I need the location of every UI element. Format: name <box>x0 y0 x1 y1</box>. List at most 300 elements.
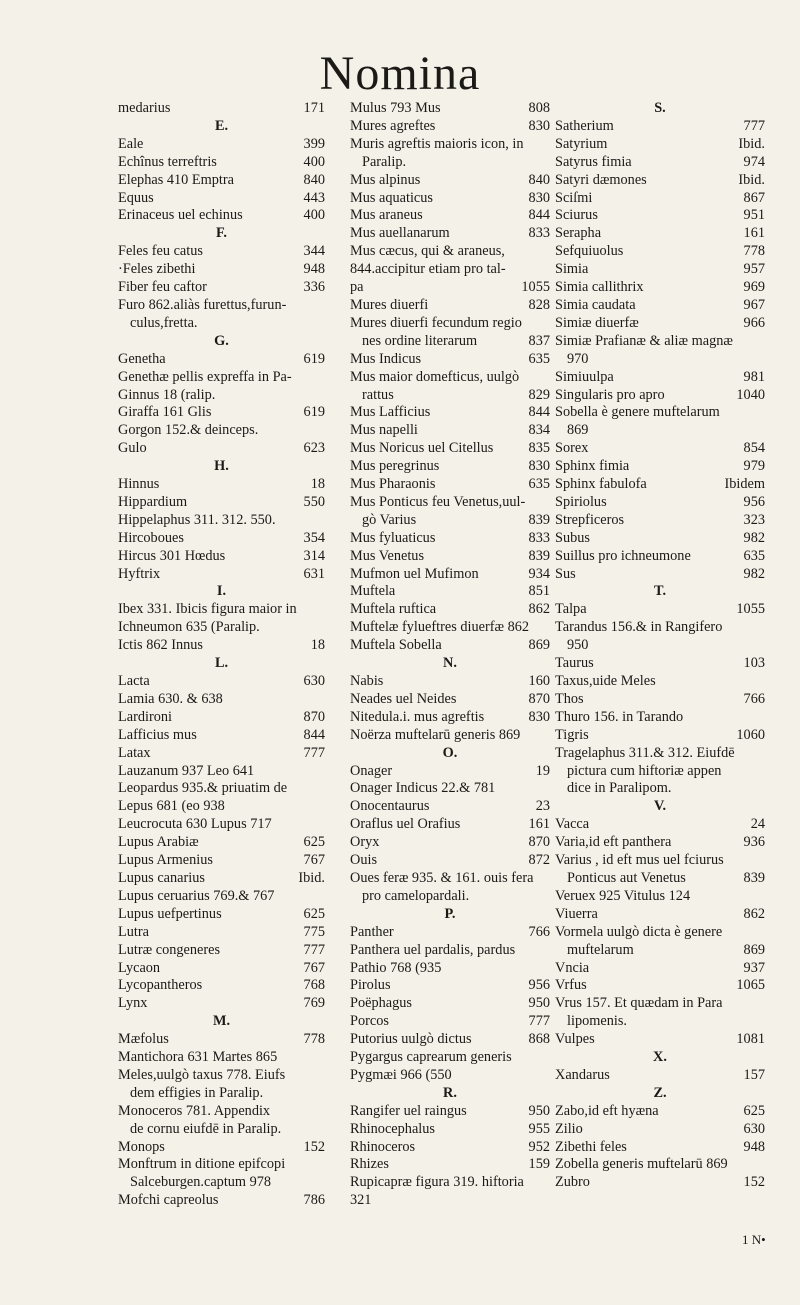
entry-term: Rupicapræ figura 319. hiftoria <box>350 1174 524 1191</box>
index-entry <box>118 440 325 458</box>
entry-term: Strepficeros <box>555 511 625 528</box>
entry-term: Hippardium <box>118 493 188 510</box>
index-entry <box>555 1031 765 1049</box>
index-entry <box>350 960 550 978</box>
entry-page-number: 830 <box>528 458 550 475</box>
index-entry <box>350 548 550 566</box>
entry-term: Panthera uel pardalis, pardus <box>350 941 516 958</box>
entry-term: Mæfolus <box>118 1031 169 1048</box>
entry-term: Suillus pro ichneumone <box>555 547 691 564</box>
index-entry <box>350 816 550 834</box>
entry-term: 869 <box>567 422 589 439</box>
entry-page-number: 778 <box>303 1031 325 1048</box>
index-entry <box>118 995 325 1013</box>
index-entry <box>118 637 325 655</box>
entry-term: Hircoboues <box>118 529 184 546</box>
entry-page-number: 630 <box>743 1120 765 1137</box>
index-entry <box>555 172 765 190</box>
entry-term: Varia,id eft panthera <box>555 834 672 851</box>
entry-page-number: 23 <box>535 798 550 815</box>
entry-term: Vulpes <box>555 1031 595 1048</box>
index-entry <box>118 1103 325 1121</box>
index-entry <box>350 261 550 279</box>
entry-term: 844.accipitur etiam pro tal- <box>350 261 506 278</box>
index-entry <box>118 512 325 530</box>
entry-page-number: 443 <box>303 189 325 206</box>
index-entry <box>555 995 765 1013</box>
index-entry <box>350 1174 550 1192</box>
section-letter: R. <box>443 1084 457 1101</box>
entry-term: Vncia <box>555 959 590 976</box>
entry-term: Vormela uulgò dicta è genere <box>555 923 723 940</box>
index-entry <box>555 387 765 405</box>
entry-term: 321 <box>350 1192 372 1209</box>
entry-term: Ginnus 18 (ralip. <box>118 386 216 403</box>
section-letter: O. <box>442 744 458 761</box>
entry-page-number: 1055 <box>521 279 550 296</box>
index-entry <box>555 601 765 619</box>
entry-term: Feles feu catus <box>118 243 203 260</box>
entry-page-number: 777 <box>303 744 325 761</box>
index-entry <box>555 727 765 745</box>
index-entry <box>118 619 325 637</box>
index-entry <box>350 458 550 476</box>
index-entry <box>118 1085 325 1103</box>
entry-term: 950 <box>567 637 589 654</box>
entry-term: Hyftrix <box>118 565 161 582</box>
entry-page-number: 956 <box>528 977 550 994</box>
section-letter: E. <box>214 117 229 134</box>
entry-term: Sorex <box>555 440 589 457</box>
entry-page-number: 336 <box>303 279 325 296</box>
entry-term: Satherium <box>555 117 614 134</box>
entry-term: Satyrium <box>555 135 608 152</box>
entry-term: Taurus <box>555 655 594 672</box>
index-entry <box>350 942 550 960</box>
entry-page-number: 635 <box>528 350 550 367</box>
entry-page-number: 625 <box>303 905 325 922</box>
entry-term: Tragelaphus 311.& 312. Eiufdē <box>555 744 735 761</box>
entry-page-number: 830 <box>528 117 550 134</box>
index-entry <box>555 118 765 136</box>
index-entry <box>350 601 550 619</box>
entry-page-number: 844 <box>528 207 550 224</box>
entry-term: nes ordine literarum <box>362 332 478 349</box>
index-entry <box>118 1174 325 1192</box>
index-entry <box>555 906 765 924</box>
entry-term: Mufmon uel Mufimon <box>350 565 479 582</box>
index-entry <box>350 333 550 351</box>
entry-page-number: 1060 <box>736 726 765 743</box>
entry-term: Vrfus <box>555 977 587 994</box>
index-entry <box>118 279 325 297</box>
entry-term: Simiæ diuerfæ <box>555 314 639 331</box>
entry-page-number: Ibid. <box>298 869 325 886</box>
index-entry <box>555 763 765 781</box>
index-entry <box>350 1139 550 1157</box>
entry-term: Sphinx fimia <box>555 458 630 475</box>
entry-page-number: 844 <box>528 404 550 421</box>
entry-term: Hircus 301 Hœdus <box>118 547 226 564</box>
entry-term: Echînus terreftris <box>118 153 217 170</box>
index-entry <box>350 852 550 870</box>
index-entry <box>555 977 765 995</box>
entry-page-number: 981 <box>743 368 765 385</box>
entry-term: Furo 862.aliàs furettus,furun- <box>118 296 287 313</box>
entry-term: pro camelopardali. <box>362 887 470 904</box>
entry-term: Ponticus aut Venetus <box>567 869 686 886</box>
index-entry <box>555 440 765 458</box>
entry-page-number: 766 <box>528 923 550 940</box>
entry-term: Talpa <box>555 601 587 618</box>
section-letter: T. <box>653 583 667 600</box>
entry-term: Mus Indicus <box>350 350 422 367</box>
index-entry <box>555 369 765 387</box>
index-entry <box>118 1067 325 1085</box>
section-letter: X. <box>653 1049 667 1066</box>
entry-term: Muftela ruftica <box>350 601 437 618</box>
entry-term: Mus aquaticus <box>350 189 433 206</box>
entry-page-number: 769 <box>303 995 325 1012</box>
index-entry <box>350 404 550 422</box>
entry-term: Monoceros 781. Appendix <box>118 1102 271 1119</box>
index-entry <box>555 960 765 978</box>
index-entry <box>555 297 765 315</box>
entry-page-number: 171 <box>303 100 325 116</box>
entry-term: Mus Venetus <box>350 547 425 564</box>
index-entry <box>555 404 765 422</box>
entry-page-number: 956 <box>743 493 765 510</box>
section-letter: H. <box>214 458 229 475</box>
entry-term: Mures diuerfi fecundum regio <box>350 314 522 331</box>
entry-term: Mures agreftes <box>350 117 436 134</box>
index-entry <box>350 1156 550 1174</box>
index-entry <box>555 494 765 512</box>
entry-page-number: 778 <box>743 243 765 260</box>
index-entry <box>555 1174 765 1192</box>
index-column-3 <box>555 100 765 1192</box>
entry-term: Simia caudata <box>555 296 636 313</box>
index-entry <box>118 888 325 906</box>
entry-term: Lacta <box>118 673 150 689</box>
page-title: Nomina <box>319 47 481 100</box>
entry-term: Leopardus 935.& priuatim de <box>118 780 288 797</box>
entry-term: Gorgon 152.& deinceps. <box>118 422 259 439</box>
entry-page-number: 625 <box>743 1102 765 1119</box>
entry-page-number: 314 <box>303 547 325 564</box>
index-column-1 <box>118 100 325 1210</box>
entry-term: Ibex 331. Ibicis figura maior in <box>118 601 297 618</box>
entry-term: Mus Ponticus feu Venetus,uul- <box>350 493 526 510</box>
entry-term: Simiæ Prafianæ & aliæ magnæ <box>555 332 733 349</box>
entry-term: Simiuulpa <box>555 368 614 385</box>
index-entry <box>350 297 550 315</box>
entry-term: Zabo,id eft hyæna <box>555 1102 659 1119</box>
entry-page-number: 937 <box>743 959 765 976</box>
entry-term: Thos <box>555 690 584 707</box>
index-entry <box>350 422 550 440</box>
entry-page-number: 829 <box>528 386 550 403</box>
entry-page-number: 837 <box>528 332 550 349</box>
entry-term: Mus Lafficius <box>350 404 431 421</box>
entry-term: Neades uel Neides <box>350 690 457 707</box>
entry-term: Lardironi <box>118 708 172 725</box>
entry-term: Rhinoceros <box>350 1138 416 1155</box>
entry-term: Giraffa 161 Glis <box>118 404 212 421</box>
entry-term: Erinaceus uel echinus <box>118 207 243 224</box>
index-entry <box>555 1013 765 1031</box>
entry-page-number: 948 <box>303 261 325 278</box>
entry-term: Lepus 681 (eo 938 <box>118 798 225 815</box>
index-entry <box>555 745 765 763</box>
index-entry <box>350 798 550 816</box>
index-entry <box>118 369 325 387</box>
index-entry <box>118 1049 325 1067</box>
entry-term: Hinnus <box>118 476 160 493</box>
entry-term: Zubro <box>555 1174 590 1191</box>
index-entry <box>555 476 765 494</box>
entry-term: pa <box>350 279 364 296</box>
entry-term: Eale <box>118 135 144 152</box>
entry-page-number: 835 <box>528 440 550 457</box>
index-entry <box>118 190 325 208</box>
entry-term: Oryx <box>350 834 380 851</box>
index-entry <box>555 530 765 548</box>
entry-page-number: Ibidem <box>724 476 765 493</box>
entry-term: Lynx <box>118 995 148 1012</box>
index-entry <box>350 780 550 798</box>
entry-term: Leucrocuta 630 Lupus 717 <box>118 816 272 833</box>
index-entry <box>118 780 325 798</box>
entry-term: Mus araneus <box>350 207 423 224</box>
index-entry <box>118 548 325 566</box>
section-letter: P. <box>444 905 456 922</box>
entry-page-number: 833 <box>528 529 550 546</box>
index-entry <box>118 404 325 422</box>
entry-term: Mus Pharaonis <box>350 476 436 493</box>
index-entry <box>555 852 765 870</box>
entry-page-number: 872 <box>528 852 550 869</box>
entry-page-number: 767 <box>303 959 325 976</box>
entry-term: Singularis pro apro <box>555 386 665 403</box>
entry-page-number: 951 <box>743 207 765 224</box>
index-entry <box>555 691 765 709</box>
index-entry <box>350 440 550 458</box>
entry-term: Zibethi feles <box>555 1138 627 1155</box>
entry-term: dice in Paralipom. <box>567 780 672 797</box>
entry-page-number: 775 <box>303 923 325 940</box>
entry-term: Equus <box>118 189 154 206</box>
entry-page-number: 399 <box>303 135 325 152</box>
entry-term: Lutræ congeneres <box>118 941 221 958</box>
entry-term: Oraflus uel Orafius <box>350 816 461 833</box>
entry-page-number: 619 <box>303 404 325 421</box>
entry-term: lipomenis. <box>567 1013 627 1030</box>
entry-page-number: 833 <box>528 225 550 242</box>
index-entry <box>118 351 325 369</box>
index-entry <box>118 530 325 548</box>
entry-term: Fiber feu caftor <box>118 279 207 296</box>
entry-page-number: 808 <box>528 100 550 116</box>
entry-page-number: 630 <box>303 673 325 689</box>
entry-page-number: 152 <box>303 1138 325 1155</box>
entry-term: Tarandus 156.& in Rangifero <box>555 619 723 636</box>
index-entry <box>350 207 550 225</box>
entry-term: Gulo <box>118 440 147 457</box>
entry-page-number: 967 <box>743 296 765 313</box>
index-entry <box>555 942 765 960</box>
index-entry <box>118 422 325 440</box>
entry-term: Mus napelli <box>350 422 418 439</box>
index-entry <box>118 977 325 995</box>
index-entry <box>555 870 765 888</box>
entry-term: Muftela Sobella <box>350 637 442 654</box>
index-entry <box>118 297 325 315</box>
section-letter: S. <box>654 100 666 116</box>
entry-page-number: 623 <box>303 440 325 457</box>
entry-term: Subus <box>555 529 590 546</box>
entry-page-number: 854 <box>743 440 765 457</box>
index-entry <box>118 942 325 960</box>
entry-page-number: 950 <box>528 995 550 1012</box>
entry-page-number: 635 <box>743 547 765 564</box>
entry-page-number: 840 <box>528 171 550 188</box>
index-entry <box>118 1156 325 1174</box>
index-entry <box>350 763 550 781</box>
entry-term: Xandarus <box>555 1066 610 1083</box>
index-entry <box>555 422 765 440</box>
index-entry <box>118 709 325 727</box>
entry-term: Muftela <box>350 583 396 600</box>
section-letter: L. <box>214 655 229 672</box>
section-letter: F. <box>216 225 227 242</box>
index-entry <box>555 1156 765 1174</box>
index-entry <box>118 745 325 763</box>
index-entry <box>555 655 765 673</box>
index-entry <box>350 190 550 208</box>
entry-term: Latax <box>118 744 151 761</box>
entry-term: Serapha <box>555 225 602 242</box>
index-entry <box>118 100 325 118</box>
index-entry <box>118 387 325 405</box>
entry-page-number: 400 <box>303 207 325 224</box>
index-entry <box>118 816 325 834</box>
entry-page-number: 354 <box>303 529 325 546</box>
index-entry <box>350 1067 550 1085</box>
index-entry <box>350 351 550 369</box>
entry-term: Mantichora 631 Martes 865 <box>118 1049 278 1066</box>
entry-term: Mofchi capreolus <box>118 1192 219 1209</box>
entry-term: medarius <box>118 100 171 116</box>
index-entry <box>350 888 550 906</box>
entry-page-number: 952 <box>528 1138 550 1155</box>
entry-term: Sobella è genere muftelarum <box>555 404 720 421</box>
entry-page-number: 1065 <box>736 977 765 994</box>
entry-term: culus,fretta. <box>130 314 198 331</box>
entry-term: Rhizes <box>350 1156 389 1173</box>
entry-page-number: 1081 <box>736 1031 765 1048</box>
entry-term: Lycopantheros <box>118 977 203 994</box>
entry-page-number: 400 <box>303 153 325 170</box>
entry-term: Poëphagus <box>350 995 412 1012</box>
entry-term: Veruex 925 Vitulus 124 <box>555 887 691 904</box>
index-entry <box>118 834 325 852</box>
entry-page-number: 103 <box>743 655 765 672</box>
entry-page-number: 834 <box>528 422 550 439</box>
section-letter: M. <box>212 1013 231 1030</box>
entry-term: Sefquiuolus <box>555 243 624 260</box>
index-entry <box>350 512 550 530</box>
entry-page-number: 161 <box>528 816 550 833</box>
index-entry <box>118 601 325 619</box>
index-entry <box>118 673 325 691</box>
index-entry <box>350 977 550 995</box>
entry-page-number: 840 <box>303 171 325 188</box>
entry-term: ·Feles zibethi <box>118 261 196 278</box>
entry-page-number: 839 <box>528 511 550 528</box>
entry-term: Mus maior domefticus, uulgò <box>350 368 520 385</box>
entry-term: Panther <box>350 923 394 940</box>
section-letter: Z. <box>653 1084 667 1101</box>
entry-page-number: 969 <box>743 279 765 296</box>
entry-page-number: 19 <box>535 762 550 779</box>
index-entry <box>118 566 325 584</box>
index-entry <box>555 154 765 172</box>
index-entry <box>350 691 550 709</box>
index-entry <box>555 512 765 530</box>
index-entry <box>555 619 765 637</box>
entry-term: Spiriolus <box>555 493 607 510</box>
index-entry <box>118 960 325 978</box>
index-entry <box>350 225 550 243</box>
index-entry <box>118 315 325 333</box>
index-entry <box>555 888 765 906</box>
entry-page-number: 870 <box>528 690 550 707</box>
entry-term: Sus <box>555 565 576 582</box>
index-entry <box>350 583 550 601</box>
entry-page-number: 936 <box>743 834 765 851</box>
entry-term: Muftelæ fylueftres diuerfæ 862 <box>350 619 530 636</box>
index-entry <box>555 225 765 243</box>
entry-term: dem effigies in Paralip. <box>130 1084 264 1101</box>
entry-term: Lafficius mus <box>118 726 197 743</box>
entry-term: Pathio 768 (935 <box>350 959 442 976</box>
entry-page-number: 777 <box>303 941 325 958</box>
index-entry <box>118 207 325 225</box>
entry-term: Zilio <box>555 1120 583 1137</box>
index-entry <box>555 279 765 297</box>
entry-term: 970 <box>567 350 589 367</box>
entry-page-number: 868 <box>528 1031 550 1048</box>
entry-term: Mus alpinus <box>350 171 421 188</box>
index-entry <box>555 207 765 225</box>
entry-page-number: 24 <box>750 816 765 833</box>
entry-page-number: 982 <box>743 565 765 582</box>
entry-term: Mus auellanarum <box>350 225 450 242</box>
index-entry <box>555 458 765 476</box>
entry-term: gò Varius <box>362 511 417 528</box>
entry-term: Rhinocephalus <box>350 1120 435 1137</box>
entry-page-number: 867 <box>743 189 765 206</box>
index-entry <box>555 548 765 566</box>
entry-term: Sciſmi <box>555 189 593 206</box>
entry-page-number: 18 <box>310 476 325 493</box>
index-entry <box>118 476 325 494</box>
entry-term: Lupus canarius <box>118 869 205 886</box>
index-entry <box>118 1139 325 1157</box>
entry-page-number: 957 <box>743 261 765 278</box>
entry-term: Genetha <box>118 350 166 367</box>
